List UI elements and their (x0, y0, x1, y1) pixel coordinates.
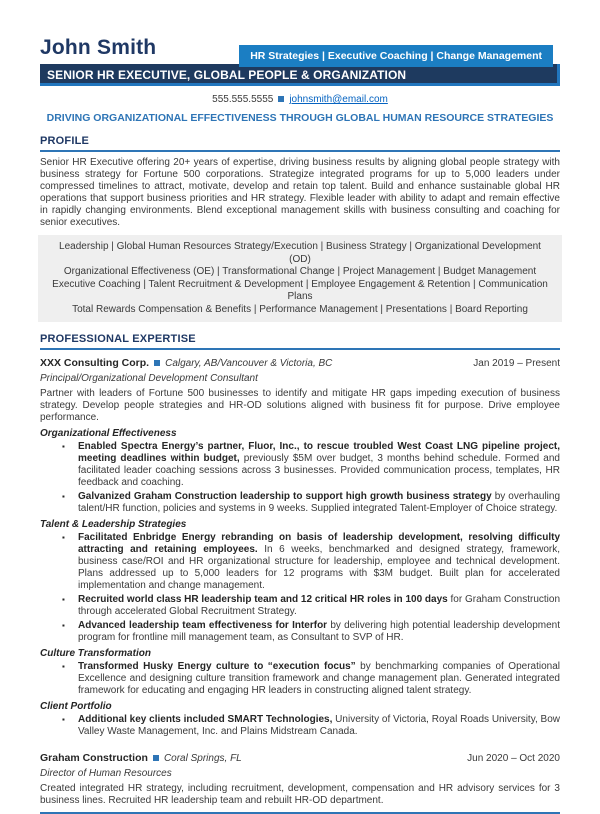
achievement-item (78, 714, 560, 738)
company-name: Graham Construction (40, 752, 148, 764)
tagline-banner: HR Strategies | Executive Coaching | Change Management (239, 45, 553, 67)
jobs-list (40, 357, 560, 807)
achievement-item (78, 620, 560, 644)
job-location: Calgary, AB/Vancouver & Victoria, BC (165, 358, 333, 369)
category-heading: Culture Transformation (40, 648, 151, 659)
company-name: XXX Consulting Corp. (40, 357, 150, 369)
achievement-lead-bold: Enabled Spectra Energy’s partner, Fluor, Inc., to rescue troubled West Coast LNG pipeline project, meeting deadlines within budget, (78, 441, 560, 464)
category-block (40, 519, 560, 644)
job-title: Director of Human Resources (40, 768, 172, 779)
section-heading-profile: PROFILE (40, 135, 560, 152)
job-header (40, 752, 560, 764)
achievement-rest: by benchmarking companies of Operational Excellence and designing culture transition framework and change management plan. Generated integrated framework for educating and engaging HR leaders in constructing aligned talent strategy. (78, 661, 560, 696)
achievement-lead-bold: Recruited world class HR leadership team and 12 critical HR roles in 100 days (78, 594, 448, 605)
achievement-rest: by delivering high potential leadership development program for frontline mill management team, as Consultant to SVP of HR. (78, 620, 561, 643)
category-heading: Client Portfolio (40, 701, 112, 712)
job-location: Coral Springs, FL (163, 753, 242, 764)
category-block (40, 428, 560, 515)
email-link[interactable]: johnsmith@email.com (289, 94, 388, 105)
category-block (40, 648, 560, 697)
achievement-list (40, 532, 560, 644)
achievement-item (78, 441, 560, 489)
achievement-rest: by overhauling talent/HR function, policies and systems in 9 weeks. Supplied integrated Talent-Employer of Choice strategy. (78, 491, 561, 514)
job-summary: Partner with leaders of Fortune 500 businesses to identify and mitigate HR gaps impeding execution of business strategy. Develop people strategies and HR-OD solutions aligned with business fit for purpose. Drive employee performance. (40, 388, 560, 423)
skills-line: Total Rewards Compensation & Benefits | Performance Management | Presentations | Board Reporting (72, 303, 528, 315)
job-title-banner: SENIOR HR EXECUTIVE, GLOBAL PEOPLE & ORGANIZATION (40, 64, 560, 86)
achievement-rest: previously $5M over budget, 3 months behind schedule. Formed and facilitated leader coaching sessions across 3 businesses. Provided communication process, templates, HR feedback and coaching. (78, 453, 560, 488)
achievement-lead-bold: Galvanized Graham Construction leadership to support high growth business strategy (78, 491, 492, 502)
category-block (40, 701, 560, 738)
achievement-item (78, 594, 560, 618)
profile-paragraph: Senior HR Executive offering 20+ years of expertise, driving business results by aligning global people strategy with business strategy for Fortune 500 corporations. Strategize integrated programs for up to 5,000 leaders under compressed timelines to attract, motivate, develop and retain top talent. Build and enhance sustainable global HR operations that support business priorities and HR strategy. Flexible leader with ability to adapt and remain effective in rapidly changing environments. Blend exceptional management skills with business consulting and coaching for senior executives. (40, 157, 560, 228)
phone-number: 555.555.5555 (212, 94, 274, 105)
category-heading: Organizational Effectiveness (40, 428, 177, 439)
achievement-lead-bold: Advanced leadership team effectiveness for Interfor (78, 620, 328, 631)
achievement-item (78, 661, 560, 697)
achievement-list (40, 441, 560, 515)
job-entry (40, 357, 560, 738)
job-dates: Jun 2020 – Oct 2020 (467, 753, 560, 764)
header (40, 36, 560, 64)
square-separator-icon (278, 96, 284, 102)
skills-line: Leadership | Global Human Resources Strategy/Execution | Business Strategy | Organizational Development (OD) (59, 241, 541, 265)
square-separator-icon (154, 360, 160, 366)
skills-line: Organizational Effectiveness (OE) | Transformational Change | Project Management | Budget Management (63, 266, 537, 277)
achievement-list (40, 661, 560, 697)
achievement-lead-bold: Facilitated Enbridge Energy rebranding on basis of leadership development, resolving difficulty attracting and retaining employees. (78, 532, 560, 555)
skills-line: Executive Coaching | Talent Recruitment & Development | Employee Engagement & Retention | Communication Plans (52, 278, 548, 302)
achievement-rest: for Graham Construction through accelerated Global Recruitment Strategy. (78, 594, 561, 617)
job-header (40, 357, 560, 369)
achievement-item (78, 532, 560, 592)
job-dates: Jan 2019 – Present (473, 358, 560, 369)
contact-line (40, 94, 560, 105)
job-entry (40, 752, 560, 807)
branding-headline: DRIVING ORGANIZATIONAL EFFECTIVENESS THROUGH GLOBAL HUMAN RESOURCE STRATEGIES (46, 112, 554, 124)
skills-keyword-box (38, 235, 562, 322)
achievement-lead-bold: Additional key clients included SMART Technologies, (78, 714, 333, 725)
achievement-rest: In 6 weeks, benchmarked and designed strategy, framework, business case/ROI and HR organizational structure for leadership, employee and technical development. Plans addressed up to 5,000 leaders for 12 programs with $3M budget. Built plan for accelerated implementation and change management. (78, 544, 561, 591)
achievement-rest: University of Victoria, Royal Roads University, Bow Valley Waste Management, Inc. and Plains Midstream Canada. (78, 714, 560, 737)
job-summary: Created integrated HR strategy, including recruitment, development, compensation and HR advisory services for 3 business lines. Recruited HR leadership team and rebuilt HR-OD department. (40, 783, 560, 806)
section-heading-professional-expertise: PROFESSIONAL EXPERTISE (40, 333, 560, 350)
achievement-item (78, 491, 560, 515)
category-heading: Talent & Leadership Strategies (40, 519, 187, 530)
square-separator-icon (153, 755, 159, 761)
person-name: John Smith (40, 36, 157, 59)
job-title: Principal/Organizational Development Consultant (40, 373, 258, 384)
job-categories (40, 428, 560, 738)
achievement-lead-bold: Transformed Husky Energy culture to “execution focus” (78, 661, 356, 672)
achievement-list (40, 714, 560, 738)
